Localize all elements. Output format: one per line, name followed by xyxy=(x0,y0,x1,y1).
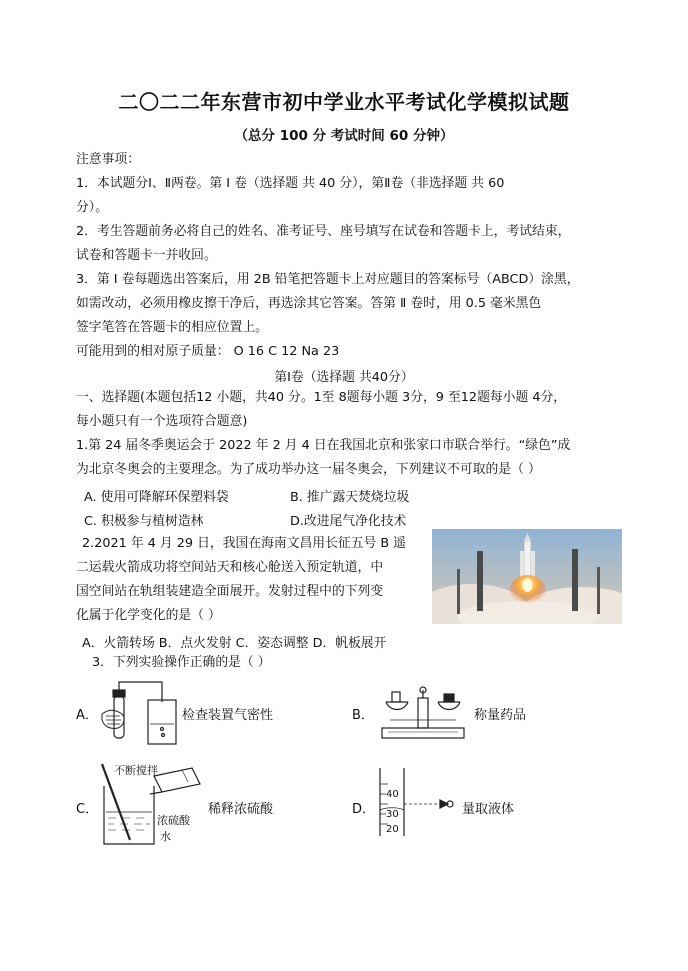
q3-option-a-caption: 检查装置气密性 xyxy=(182,708,274,723)
note-1-line-1: 1．本试题分Ⅰ、Ⅱ两卷。第 Ⅰ 卷（选择题 共 40 分），第Ⅱ卷（非选择题 共 60 xyxy=(76,176,505,191)
note-3-line-3: 签字笔答在答题卡的相应位置上。 xyxy=(76,320,268,335)
note-1-line-2: 分）。 xyxy=(76,200,108,215)
exam-subtitle: （总分 100 分 考试时间 60 分钟） xyxy=(234,128,454,144)
acid-label: 浓硫酸 xyxy=(157,814,190,827)
note-2-line-1: 2．考生答题前务必将自己的姓名、准考证号、座号填写在试卷和答题卡上，考试结束， xyxy=(76,224,571,239)
airtight-check-figure xyxy=(100,674,180,758)
q1-option-b: B. 推广露天焚烧垃圾 xyxy=(290,490,410,505)
q3-option-b-label: B． xyxy=(352,708,374,723)
atomic-masses: 可能用到的相对原子质量： O 16 C 12 Na 23 xyxy=(76,344,340,359)
rocket-launch-photo xyxy=(432,529,622,624)
part1-heading: 第Ⅰ卷（选择题 共40分） xyxy=(274,370,414,385)
section1-intro-line-1: 一、选择题(本题包括12 小题，共40 分。1至 8题每小题 3分，9 至12题每小题 4分， xyxy=(76,390,567,405)
q3-option-d-label: D． xyxy=(352,802,376,817)
section1-intro-line-2: 每小题只有一个选项符合题意) xyxy=(76,414,248,429)
q2-stem-line-3: 国空间站在轨组装建造全面展开。发射过程中的下列变 xyxy=(76,584,384,599)
balance-scale-figure xyxy=(378,680,468,746)
q1-stem-line-1: 1.第 24 届冬季奥运会于 2022 年 2 月 4 日在我国北京和张家口市联合举行。“绿色”成 xyxy=(76,438,571,453)
note-3-line-1: 3．第 Ⅰ 卷每题选出答案后，用 2B 铅笔把答题卡上对应题目的答案标号（ABCD）涂黑， xyxy=(76,272,580,287)
q1-option-a: A. 使用可降解环保塑料袋 xyxy=(84,490,229,505)
q3-option-c-label: C． xyxy=(76,802,99,817)
q3-option-d-caption: 量取液体 xyxy=(462,802,515,817)
q3-stem: 3．下列实验操作正确的是（ ） xyxy=(92,655,271,670)
notes-heading: 注意事项： xyxy=(76,152,140,167)
q1-stem-line-2: 为北京冬奥会的主要理念。为了成功举办这一届冬奥会，下列建议不可取的是（ ） xyxy=(76,462,541,477)
water-label: 水 xyxy=(160,830,171,843)
q2-stem-line-1: 2.2021 年 4 月 29 日，我国在海南文昌用长征五号 B 遥 xyxy=(82,536,407,551)
q3-option-a-label: A． xyxy=(76,708,98,723)
tick-label-30: 30 xyxy=(386,809,399,820)
q1-option-c: C. 积极参与植树造林 xyxy=(84,514,204,529)
q3-option-b-caption: 称量药品 xyxy=(474,708,527,723)
note-3-line-2: 如需改动，必须用橡皮擦干净后，再选涂其它答案。答第 Ⅱ 卷时，用 0.5 毫米黑色 xyxy=(76,296,542,311)
q2-stem-line-2: 二运载火箭成功将空间站天和核心舱送入预定轨道，中 xyxy=(76,560,384,575)
q2-options: A．火箭转场 B．点火发射 C．姿态调整 D．帆板展开 xyxy=(82,636,387,651)
tick-label-40: 40 xyxy=(386,789,399,800)
q1-option-d: D.改进尾气净化技术 xyxy=(290,514,407,529)
stir-label: 不断搅拌 xyxy=(114,764,158,777)
tick-label-20: 20 xyxy=(386,824,399,835)
note-2-line-2: 试卷和答题卡一并收回。 xyxy=(76,248,217,263)
q2-stem-line-4: 化属于化学变化的是（ ） xyxy=(76,608,221,623)
q3-option-c-caption: 稀释浓硫酸 xyxy=(208,802,274,817)
exam-title: 二〇二二年东营市初中学业水平考试化学模拟试题 xyxy=(118,90,570,114)
